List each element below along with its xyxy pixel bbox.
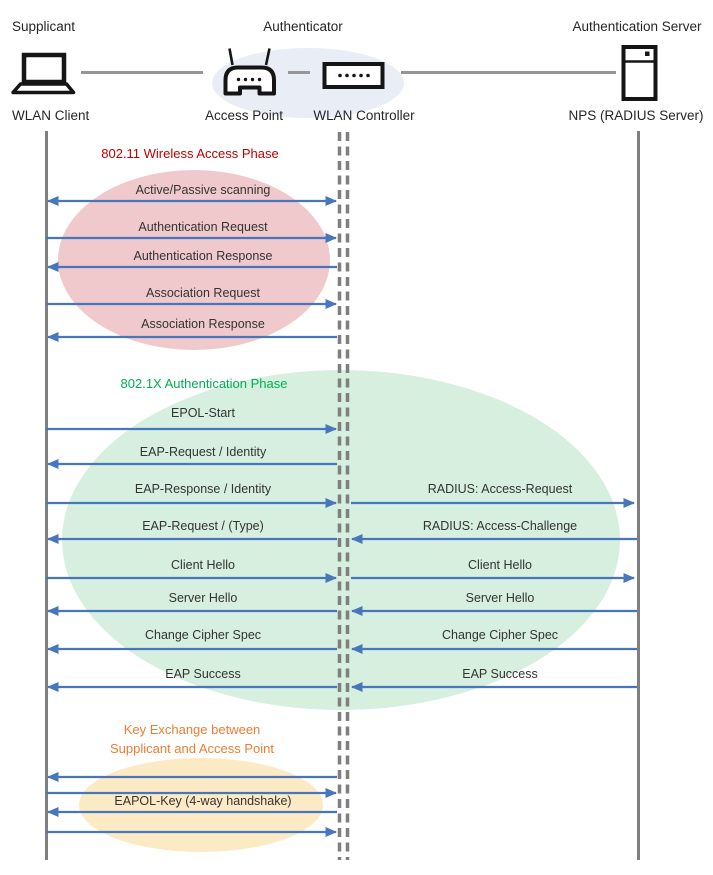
device-label-wlan-client: WLAN Client [12, 108, 90, 123]
role-label-authenticator: Authenticator [263, 19, 343, 34]
phase2-title: 802.1X Authentication Phase [120, 376, 288, 391]
role-label-authentication-server: Authentication Server [572, 19, 702, 34]
device-label-nps-radius-server: NPS (RADIUS Server) [568, 108, 704, 123]
wlan-controller-icon [325, 64, 383, 87]
phase1-title: 802.11 Wireless Access Phase [101, 146, 279, 161]
msg-eap-request-identity: EAP-Request / Identity [139, 445, 267, 459]
phase3-title-line2: Supplicant and Access Point [109, 741, 275, 756]
msg-eap-success-right: EAP Success [462, 667, 538, 681]
msg-server-hello-left: Server Hello [168, 591, 238, 605]
msg-epol-start: EPOL-Start [171, 406, 235, 420]
msg-association-response: Association Response [141, 317, 265, 331]
msg-change-cipher-spec-left: Change Cipher Spec [144, 628, 262, 642]
msg-client-hello-right: Client Hello [468, 558, 532, 572]
msg-eap-request-type: EAP-Request / (Type) [142, 519, 264, 533]
msg-change-cipher-spec-right: Change Cipher Spec [441, 628, 559, 642]
role-label-supplicant: Supplicant [12, 19, 76, 34]
msg-association-request: Association Request [146, 286, 260, 300]
laptop-icon [13, 55, 74, 93]
msg-eapol-key-4way-handshake: EAPOL-Key (4-way handshake) [114, 794, 292, 808]
msg-radius-access-challenge: RADIUS: Access-Challenge [422, 519, 578, 533]
server-icon [622, 47, 657, 99]
device-label-wlan-controller: WLAN Controller [313, 108, 415, 123]
msg-client-hello-left: Client Hello [171, 558, 235, 572]
msg-radius-access-request: RADIUS: Access-Request [427, 482, 573, 496]
msg-authentication-response: Authentication Response [133, 249, 273, 263]
msg-server-hello-right: Server Hello [465, 591, 535, 605]
msg-active-passive-scanning: Active/Passive scanning [135, 183, 271, 197]
msg-eap-success-left: EAP Success [165, 667, 241, 681]
msg-authentication-request: Authentication Request [138, 220, 268, 234]
msg-eap-response-identity: EAP-Response / Identity [134, 482, 272, 496]
device-label-access-point: Access Point [204, 108, 284, 123]
phase3-title-line1: Key Exchange between [123, 722, 261, 737]
